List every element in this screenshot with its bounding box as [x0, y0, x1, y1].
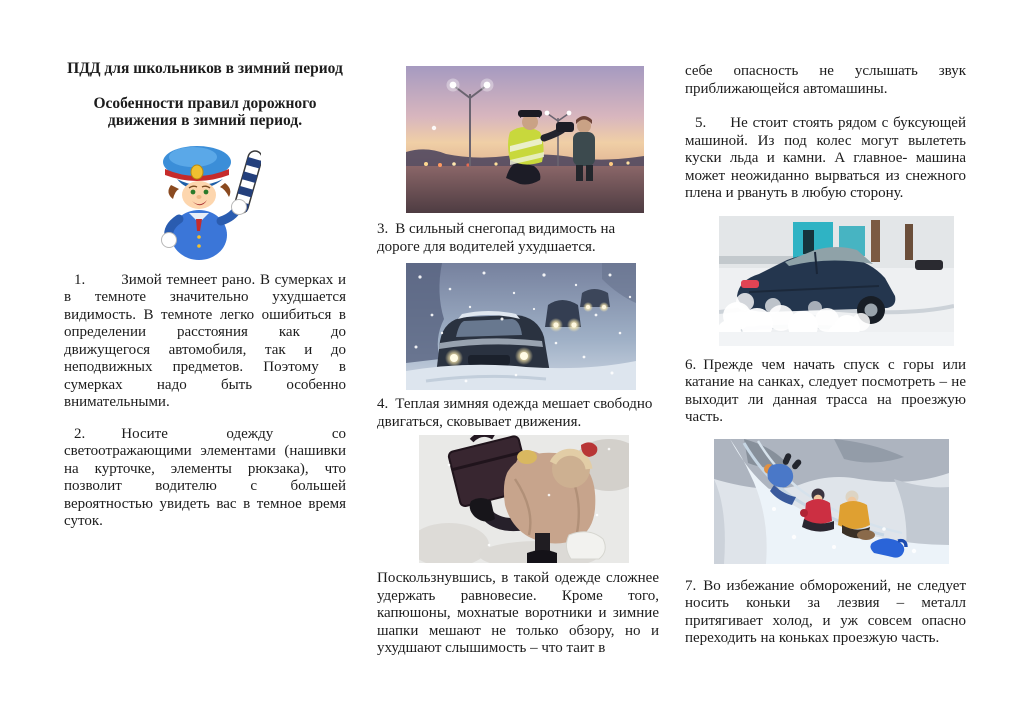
caption-4-text: Теплая зимняя одежда мешает свободно двигаться, сковывает движения. [377, 396, 653, 430]
caption-4 [377, 396, 659, 431]
column-middle [377, 66, 659, 658]
paragraph-2 [64, 426, 346, 531]
photo-snowfall-traffic [406, 263, 636, 390]
paragraph-6-number: 6. [685, 356, 697, 373]
column-left [64, 60, 346, 531]
photo-car-spinning-snow-svg [719, 216, 954, 346]
policeman-cartoon-illustration [149, 139, 261, 261]
paragraph-7-text: Во избежание обморожений, не следует носить коньки за лезвия – металл притягивает холод, и уж совсем опасно переходить на коньках проезжую часть. [685, 577, 966, 646]
paragraph-2-text: Носите одежду со светоотражающими элементами (нашивки на курточке, элементы рюкзака), что позволит водителю с большей вероятностью увидеть вас в темное время суток. [64, 425, 346, 529]
photo-officer-dusk-svg [406, 66, 644, 213]
photo-slipping-child [419, 435, 629, 563]
paragraph-6 [685, 357, 966, 427]
photo-children-sledding [714, 439, 949, 564]
photo-car-spinning-snow [719, 216, 954, 346]
paragraph-1 [64, 272, 346, 412]
page-subtitle: Особенности правил дорожного движения в зимний период. [93, 94, 317, 129]
paragraph-5-number: 5. [695, 115, 707, 131]
paragraph-continuation: себе опасность не услышать звук приближающейся автомашины. [685, 63, 966, 97]
page-title: ПДД для школьников в зимний период [67, 60, 343, 77]
photo-children-sledding-svg [714, 439, 949, 564]
photo-snowfall-traffic-svg [406, 263, 636, 390]
column-right [685, 63, 966, 648]
caption-3-number: 3. [377, 221, 389, 237]
caption-3 [377, 221, 659, 256]
photo-slipping-child-svg [419, 435, 629, 563]
paragraph-1-number: 1. [74, 271, 86, 288]
caption-3-text: В сильный снегопад видимость на дороге для водителей ухудшается. [377, 221, 616, 255]
paragraph-continued: Поскользнувшись, в такой одежде сложнее удержать равновесие. Кроме того, капюшоны, мохнатые воротники и зимние шапки мешают не только обзору, но и ухудшают слышимость – что таит в [377, 570, 659, 656]
paragraph-1-text: Зимой темнеет рано. В сумерках и в темноте значительно ухудшается видимость. В темноте легко ошибиться в определении расстояния как до движущегося автомобиля, так и до неподвижных предметов. Поэтому в сумерках надо быть особенно внимательными. [64, 271, 346, 410]
paragraph-7 [685, 578, 966, 648]
paragraph-5 [685, 115, 966, 203]
paragraph-2-number: 2. [74, 425, 86, 442]
photo-officer-dusk [406, 66, 644, 213]
paragraph-6-text: Прежде чем начать спуск с горы или катание на санках, следует посмотреть – не выходит ли данная трасса на проезжую часть. [685, 356, 966, 425]
paragraph-5-text: Не стоит стоять рядом с буксующей машиной. Из под колес могут вылететь куски льда и камни. А главное- машина может неожиданно вырваться из снежного плена и рвануть в любую сторону. [685, 115, 966, 201]
policeman-cartoon-svg [149, 139, 261, 261]
caption-4-number: 4. [377, 396, 389, 412]
paragraph-7-number: 7. [685, 577, 697, 594]
